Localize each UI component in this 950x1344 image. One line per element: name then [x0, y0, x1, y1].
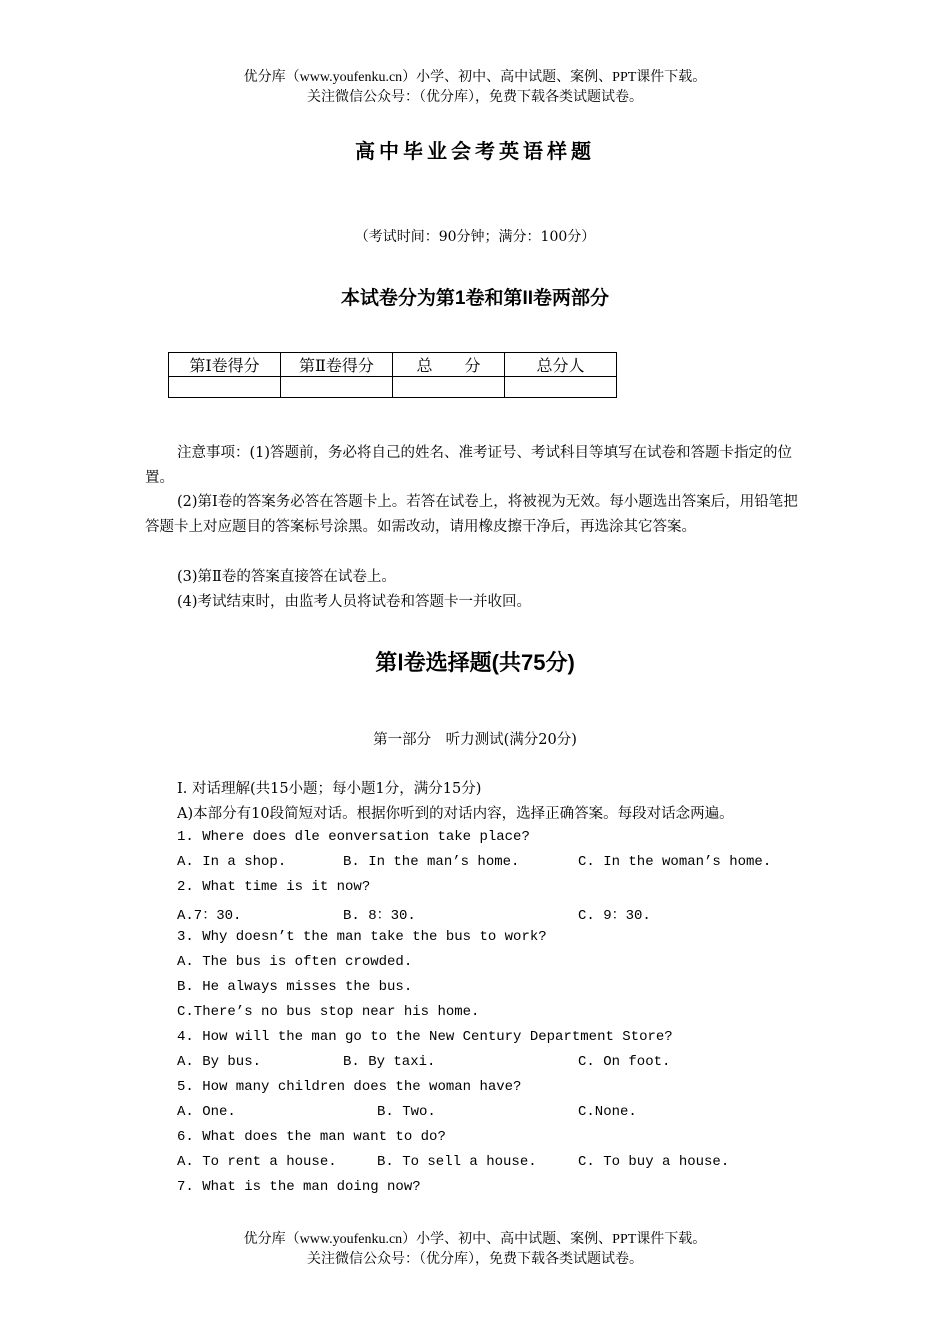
part-1-title: 第一部分 听力测试(满分20分) — [373, 732, 577, 748]
question-6: 6. What does the man want to do? — [177, 1129, 446, 1145]
footer-line-1: 优分库（www.youfenku.cn）小学、初中、高中试题、案例、PPT课件下载。 — [243, 1232, 707, 1247]
question-2: 2. What time is it now? — [177, 879, 371, 895]
division-heading: 本试卷分为第1卷和第II卷两部分 — [340, 288, 610, 309]
note-2: (2)第Ⅰ卷的答案务必答在答题卡上。若答在试卷上，将被视为无效。每小题选出答案后，用铅笔把答题卡上对应题目的答案标号涂黑。如需改动，请用橡皮擦干净后，再选涂其它答案。 — [145, 494, 798, 535]
q6-option-b[interactable]: B. To sell a house. — [377, 1154, 537, 1170]
q1-option-b[interactable]: B. In the man’s home. — [343, 854, 520, 870]
exam-info: （考试时间：90分钟；满分：100分） — [354, 229, 596, 245]
score-cell-grader[interactable] — [505, 377, 617, 398]
score-cell-part1[interactable] — [169, 377, 281, 398]
note-4: (4)考试结束时，由监考人员将试卷和答题卡一并收回。 — [177, 594, 532, 610]
question-7: 7. What is the man doing now? — [177, 1179, 421, 1195]
score-table — [168, 352, 617, 398]
q4-option-c[interactable]: C. On foot. — [578, 1054, 671, 1070]
q2-option-a[interactable]: A.7：30. — [177, 908, 242, 924]
q6-option-a[interactable]: A. To rent a house. — [177, 1154, 337, 1170]
score-cell-total[interactable] — [393, 377, 505, 398]
header-line-1: 优分库（www.youfenku.cn）小学、初中、高中试题、案例、PPT课件下载。 — [243, 70, 707, 85]
note-3: (3)第Ⅱ卷的答案直接答在试卷上。 — [177, 569, 396, 585]
question-5: 5. How many children does the woman have? — [177, 1079, 522, 1095]
score-header-part1: 第Ⅰ卷得分 — [169, 353, 281, 377]
question-3: 3. Why doesn’t the man take the bus to work? — [177, 929, 547, 945]
q5-option-a[interactable]: A. One. — [177, 1104, 236, 1120]
q1-option-a[interactable]: A. In a shop. — [177, 854, 287, 870]
score-cell-part2[interactable] — [281, 377, 393, 398]
q6-option-c[interactable]: C. To buy a house. — [578, 1154, 730, 1170]
q2-option-b[interactable]: B. 8：30. — [343, 908, 416, 924]
listening-heading: Ⅰ. 对话理解(共15小题；每小题1分，满分15分) — [177, 781, 482, 797]
score-header-total: 总 分 — [393, 353, 505, 377]
q4-option-b[interactable]: B. By taxi. — [343, 1054, 436, 1070]
note-1: 注意事项：(1)答题前，务必将自己的姓名、准考证号、考试科目等填写在试卷和答题卡指定的位置。 — [145, 445, 793, 486]
question-1: 1. Where does dle eonversation take place? — [177, 829, 530, 845]
q5-option-c[interactable]: C.None. — [578, 1104, 637, 1120]
q3-option-c[interactable]: C.There’s no bus stop near his home. — [177, 1004, 480, 1020]
score-header-grader: 总分人 — [505, 353, 617, 377]
q3-option-a[interactable]: A. The bus is often crowded. — [177, 954, 413, 970]
header-line-2: 关注微信公众号：（优分库），免费下载各类试题试卷。 — [307, 90, 643, 105]
question-4: 4. How will the man go to the New Century Department Store? — [177, 1029, 673, 1045]
page-title: 高中毕业会考英语样题 — [355, 139, 595, 163]
q4-option-a[interactable]: A. By bus. — [177, 1054, 262, 1070]
section-1-title: 第Ⅰ卷选择题(共75分) — [375, 650, 575, 675]
q5-option-b[interactable]: B. Two. — [377, 1104, 436, 1120]
footer-line-2: 关注微信公众号：（优分库），免费下载各类试题试卷。 — [307, 1252, 643, 1267]
listening-subheading: A)本部分有10段简短对话。根据你听到的对话内容，选择正确答案。每段对话念两遍。 — [177, 806, 734, 822]
q3-option-b[interactable]: B. He always misses the bus. — [177, 979, 413, 995]
score-header-part2: 第Ⅱ卷得分 — [281, 353, 393, 377]
q2-option-c[interactable]: C. 9：30. — [578, 908, 651, 924]
q1-option-c[interactable]: C. In the woman’s home. — [578, 854, 772, 870]
